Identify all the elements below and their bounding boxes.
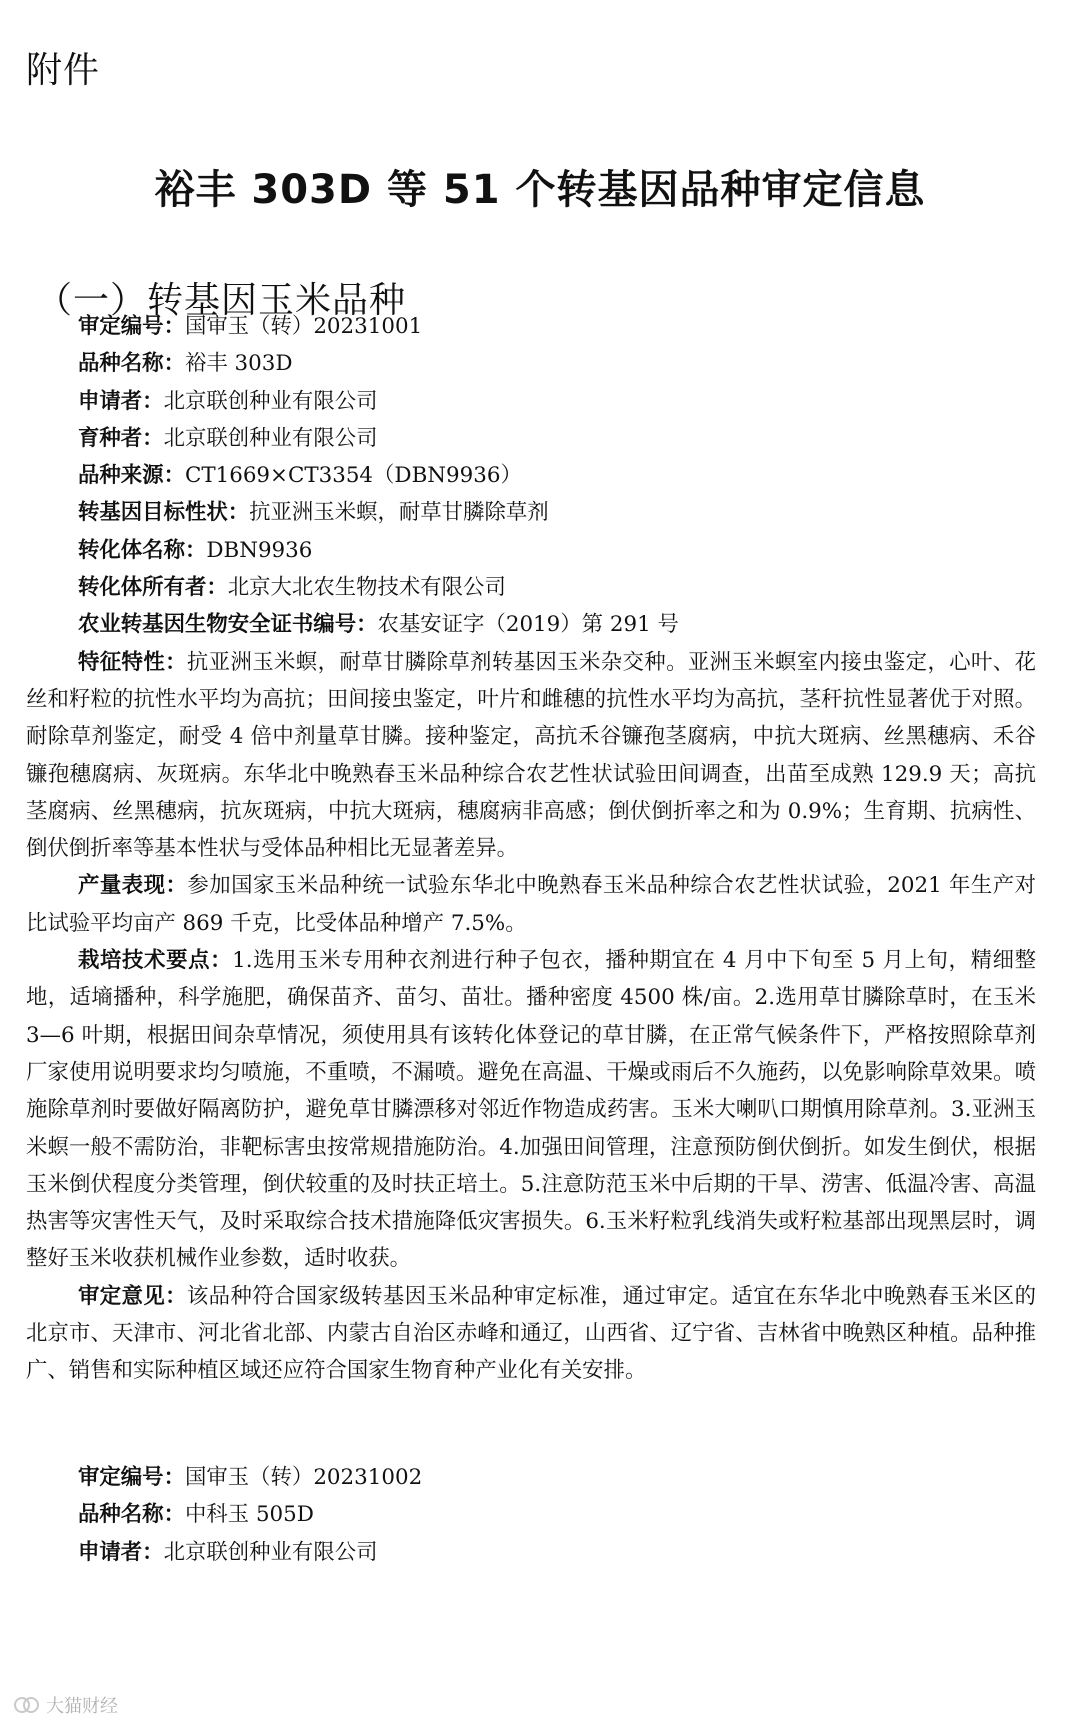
opinion-value: 该品种符合国家级转基因玉米品种审定标准，通过审定。适宜在东华北中晚熟春玉米区的北京市、天津市、河北省北部、内蒙古自治区赤峰和通辽，山西省、辽宁省、吉林省中晚熟区种植。品种推广、销售和实际种植区域还应符合国家生物育种产业化有关安排。 <box>26 1283 1036 1384</box>
applicant-value: 北京联创种业有限公司 <box>163 1539 378 1565</box>
biosafety-cert-row <box>26 606 1036 643</box>
approval-number-value: 国审玉（转）20231002 <box>184 1465 423 1490</box>
event-owner-label: 转化体所有者： <box>78 575 228 601</box>
breeder-label: 育种者： <box>78 425 164 451</box>
variety-name-label: 品种名称： <box>78 1502 185 1528</box>
origin-label: 品种来源： <box>78 463 185 489</box>
event-name-value: DBN9936 <box>206 537 313 563</box>
section-heading: （一）转基因玉米品种 <box>36 280 407 321</box>
applicant-value: 北京联创种业有限公司 <box>163 388 378 414</box>
applicant-row <box>26 1534 1036 1571</box>
characteristics-paragraph <box>26 644 1036 868</box>
biosafety-cert-value: 农基安证字（2019）第 291 号 <box>377 612 679 638</box>
origin-row <box>26 457 1036 494</box>
applicant-label: 申请者： <box>78 1539 164 1565</box>
cultivation-paragraph <box>26 942 1036 1278</box>
origin-value: CT1669×CT3354（DBN9936） <box>184 463 522 489</box>
event-owner-value: 北京大北农生物技术有限公司 <box>227 575 506 601</box>
watermark <box>12 1692 172 1718</box>
variety-name-label: 品种名称： <box>78 351 185 377</box>
approval-number-value: 国审玉（转）20231001 <box>184 314 423 339</box>
event-name-label: 转化体名称： <box>78 537 207 563</box>
characteristics-value: 抗亚洲玉米螟，耐草甘膦除草剂转基因玉米杂交种。亚洲玉米螟室内接虫鉴定，心叶、花丝和籽粒的抗性水平均为高抗；田间接虫鉴定，叶片和雌穗的抗性水平均为高抗，茎秆抗性显著优于对照。耐除草剂鉴定，耐受 4 倍中剂量草甘膦。接种鉴定，高抗禾谷镰孢茎腐病，中抗大斑病、丝黑穗病、禾谷镰孢穗腐病、灰斑病。东华北中晚熟春玉米品种综合农艺性状试验田间调查，出苗至成熟 129.9 天；高抗茎腐病、丝黑穗病，抗灰斑病，中抗大斑病，穗腐病非高感；倒伏倒折率之和为 0.9%；生育期、抗病性、倒伏倒折率等基本性状与受体品种相比无显著差异。 <box>26 649 1036 862</box>
breeder-row <box>26 420 1036 457</box>
opinion-label: 审定意见： <box>78 1283 187 1309</box>
cultivation-value: 1.选用玉米专用种衣剂进行种子包衣，播种期宜在 4 月中下旬至 5 月上旬，精细整地，适墒播种，科学施肥，确保苗齐、苗匀、苗壮。播种密度 4500 株/亩。2.选用草甘膦除草时，在玉米 3—6 叶期，根据田间杂草情况，须使用具有该转化体登记的草甘膦，在正常气候条件下，严格按照除草剂厂家使用说明要求均匀喷施，不重喷，不漏喷。避免在高温、干燥或雨后不久施药，以免影响除草效果。喷施除草剂时要做好隔离防护，避免草甘膦漂移对邻近作物造成药害。玉米大喇叭口期慎用除草剂。3.亚洲玉米螟一般不需防治，非靶标害虫按常规措施防治。4.加强田间管理，注意预防倒伏倒折。如发生倒伏，根据玉米倒伏程度分类管理，倒伏较重的及时扶正培土。5.注意防范玉米中后期的干旱、涝害、低温冷害、高温热害等灾害性天气，及时采取综合技术措施降低灾害损失。6.玉米籽粒乳线消失或籽粒基部出现黑层时，调整好玉米收获机械作业参数，适时收获。 <box>26 948 1036 1272</box>
variety-entry-2 <box>26 1459 1036 1571</box>
gm-trait-label: 转基因目标性状： <box>78 500 250 526</box>
document-title: 裕丰 303D 等 51 个转基因品种审定信息 <box>154 167 926 213</box>
event-name-row <box>26 532 1036 569</box>
attachment-label: 附件 <box>26 50 101 91</box>
biosafety-cert-label: 农业转基因生物安全证书编号： <box>78 612 378 638</box>
characteristics-label: 特征特性： <box>78 649 187 675</box>
watermark-text: 大猫财经 <box>46 1696 118 1717</box>
approval-number-label: 审定编号： <box>78 314 185 339</box>
event-owner-row <box>26 569 1036 606</box>
approval-number-label: 审定编号： <box>78 1465 185 1490</box>
applicant-row <box>26 383 1036 420</box>
breeder-value: 北京联创种业有限公司 <box>163 425 378 451</box>
yield-label: 产量表现： <box>78 873 188 899</box>
yield-paragraph <box>26 867 1036 942</box>
variety-name-value: 中科玉 505D <box>184 1502 314 1528</box>
approval-number-row <box>26 308 1036 345</box>
opinion-paragraph <box>26 1278 1036 1390</box>
approval-number-row <box>26 1459 1036 1496</box>
variety-name-row <box>26 1496 1036 1533</box>
variety-name-row <box>26 345 1036 382</box>
variety-entry-1 <box>26 308 1036 1390</box>
cultivation-label: 栽培技术要点： <box>78 948 233 974</box>
applicant-label: 申请者： <box>78 388 164 414</box>
gm-trait-row <box>26 494 1036 531</box>
gm-trait-value: 抗亚洲玉米螟，耐草甘膦除草剂 <box>249 500 549 526</box>
yield-value: 参加国家玉米品种统一试验东华北中晚熟春玉米品种综合农艺性状试验，2021 年生产对比试验平均亩产 869 千克，比受体品种增产 7.5%。 <box>26 873 1036 936</box>
watermark-logo-icon <box>12 1695 40 1715</box>
variety-name-value: 裕丰 303D <box>184 351 293 377</box>
